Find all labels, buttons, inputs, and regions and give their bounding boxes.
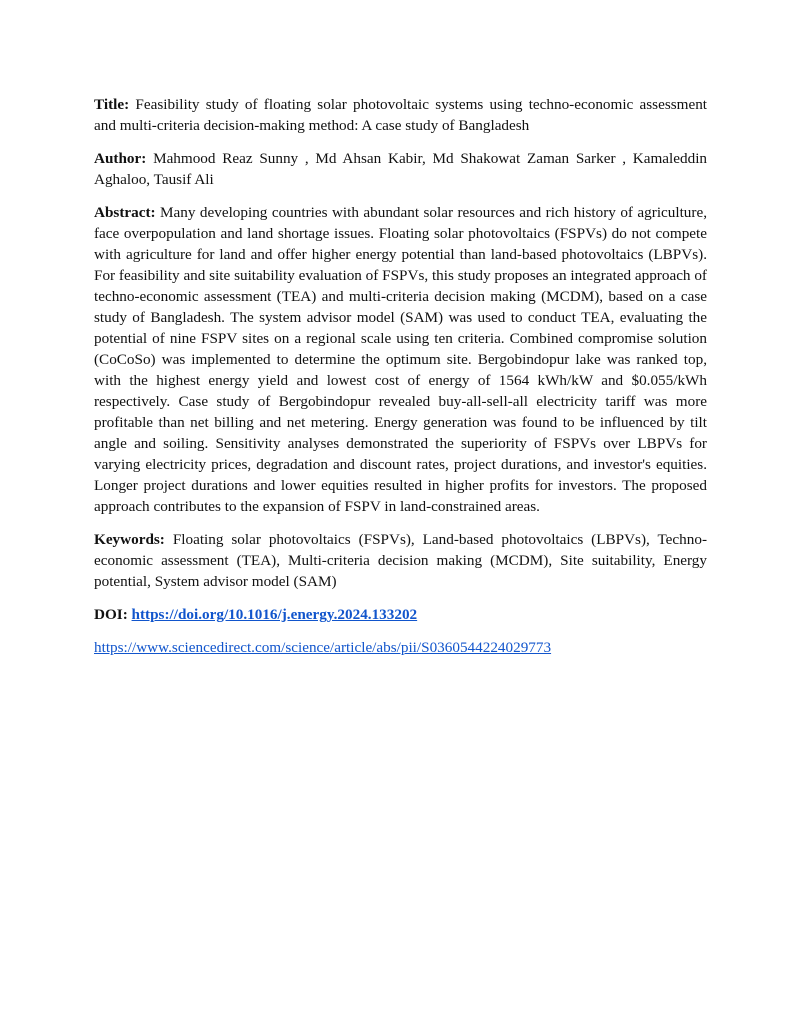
doi-paragraph <box>94 604 707 625</box>
keywords-paragraph <box>94 529 707 592</box>
title-label: Title: <box>94 96 130 113</box>
document-page <box>94 94 707 658</box>
abstract-text: Many developing countries with abundant solar resources and rich history of agriculture, face overpopulation and land shortage issues. Floating solar photovoltaics (FSPVs) do not compete with agriculture for land and offer higher energy potential than land-based photovoltaics (LBPVs). For feasibility and site suitability evaluation of FSPVs, this study proposes an integrated approach of techno-economic assessment (TEA) and multi-criteria decision making (MCDM), based on a case study of Bangladesh. The system advisor model (SAM) was used to conduct TEA, evaluating the potential of nine FSPV sites on a regional scale using ten criteria. Combined compromise solution (CoCoSo) was implemented to determine the optimum site. Bergobindopur lake was ranked top, with the highest energy yield and lowest cost of energy of 1564 kWh/kW and $0.055/kWh respectively. Case study of Bergobindopur revealed buy-all-sell-all electricity tariff was more profitable than net billing and net metering. Energy generation was found to be influenced by tilt angle and soiling. Sensitivity analyses demonstrated the superiority of FSPVs over LBPVs for varying electricity prices, degradation and discount rates, project durations, and investor's equities. Longer project durations and lower equities resulted in higher profits for investors. The proposed approach contributes to the expansion of FSPV in land-constrained areas. <box>94 204 707 515</box>
author-label: Author: <box>94 150 147 167</box>
keywords-label: Keywords: <box>94 531 165 548</box>
abstract-label: Abstract: <box>94 204 156 221</box>
sciencedirect-paragraph <box>94 637 707 658</box>
title-text: Feasibility study of floating solar photovoltaic systems using techno-economic assessment and multi-criteria decision-making method: A case study of Bangladesh <box>94 96 708 134</box>
doi-label: DOI: <box>94 606 128 623</box>
keywords-text: Floating solar photovoltaics (FSPVs), Land-based photovoltaics (LBPVs), Techno-economic assessment (TEA), Multi-criteria decision making (MCDM), Site suitability, Energy potential, System advisor model (SAM) <box>94 531 708 590</box>
sciencedirect-link[interactable]: https://www.sciencedirect.com/science/article/abs/pii/S0360544224029773 <box>94 639 552 656</box>
author-paragraph <box>94 148 707 190</box>
title-paragraph <box>94 94 707 136</box>
author-text: Mahmood Reaz Sunny , Md Ahsan Kabir, Md Shakowat Zaman Sarker , Kamaleddin Aghaloo, Tausif Ali <box>94 150 708 188</box>
abstract-paragraph <box>94 202 707 517</box>
doi-link[interactable]: https://doi.org/10.1016/j.energy.2024.133202 <box>131 606 418 623</box>
